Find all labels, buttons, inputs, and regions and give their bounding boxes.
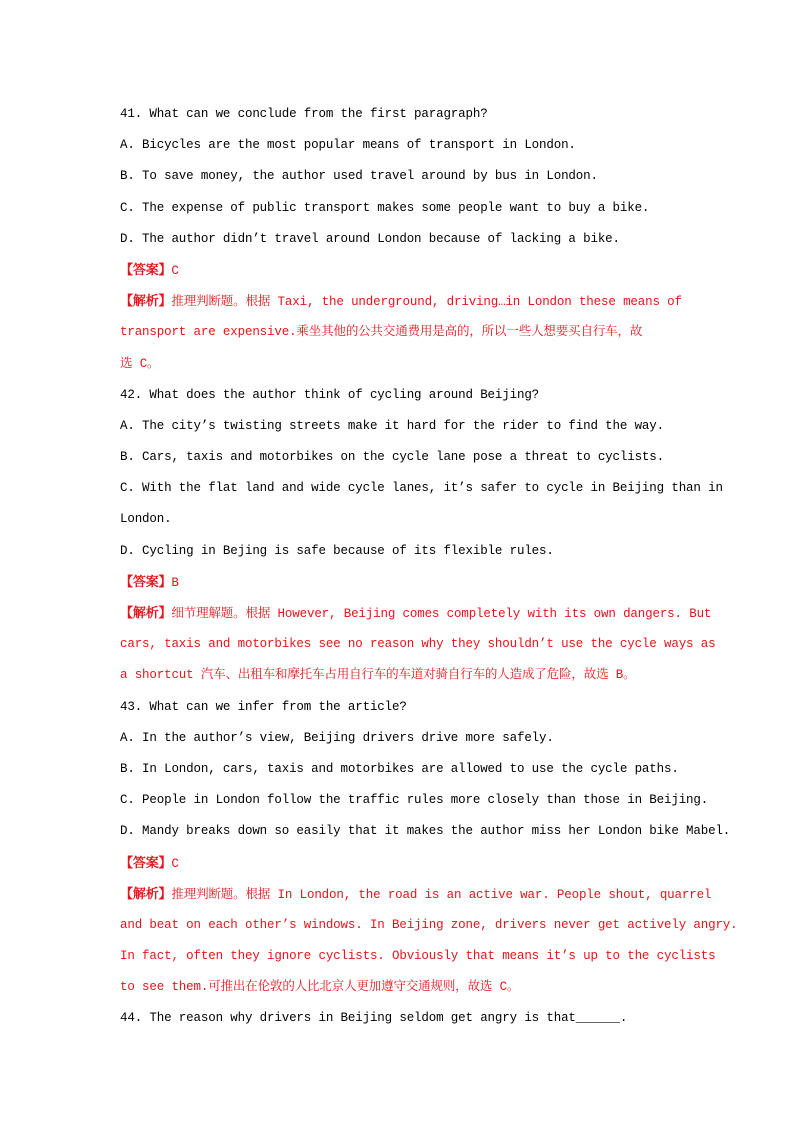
question-43-option-a: A. In the author’s view, Beijing drivers drive more safely. bbox=[120, 730, 554, 745]
question-41-option-c: C. The expense of public transport makes some people want to buy a bike. bbox=[120, 200, 650, 215]
question-43-stem: 43. What can we infer from the article? bbox=[120, 699, 407, 714]
question-43-analysis-line-1 bbox=[120, 879, 710, 910]
analysis-tag: 【解析】 bbox=[120, 294, 172, 310]
question-43-option-d: D. Mandy breaks down so easily that it makes the author miss her London bike Mabel. bbox=[120, 824, 731, 839]
question-41-option-a: A. Bicycles are the most popular means of transport in London. bbox=[120, 138, 576, 153]
answer-value: C bbox=[171, 263, 179, 278]
question-42-option-a: A. The city’s twisting streets make it hard for the rider to find the way. bbox=[120, 418, 664, 433]
question-42-analysis-line-3: a shortcut 汽车、出租车和摩托车占用自行车的车道对骑自行车的人造成了危险，故选 B。 bbox=[120, 668, 636, 683]
document-page bbox=[120, 99, 738, 1035]
question-41-option-d: D. The author didn’t travel around London because of lacking a bike. bbox=[120, 231, 620, 246]
question-42-option-c-cont: London. bbox=[120, 512, 172, 527]
analysis-text: 推理判断题。根据 In London, the road is an active war. People shout, quarrel bbox=[171, 887, 712, 902]
question-43-answer bbox=[120, 848, 710, 879]
question-41-stem: 41. What can we conclude from the first paragraph? bbox=[120, 107, 488, 121]
question-42-stem: 42. What does the author think of cycling around Beijing? bbox=[120, 387, 540, 402]
question-43-option-b: B. In London, cars, taxis and motorbikes are allowed to use the cycle paths. bbox=[120, 761, 679, 776]
question-42-answer bbox=[120, 567, 710, 598]
answer-value: B bbox=[171, 575, 179, 590]
question-41-analysis-line-1 bbox=[120, 286, 710, 317]
analysis-tag: 【解析】 bbox=[120, 886, 172, 902]
question-41-analysis-line-3: 选 C。 bbox=[120, 356, 160, 371]
question-43-analysis-line-3: In fact, often they ignore cyclists. Obviously that means it’s up to the cyclists bbox=[120, 949, 716, 964]
analysis-text: 细节理解题。根据 However, Beijing comes completely with its own dangers. But bbox=[171, 607, 712, 621]
question-43-analysis-line-4: to see them.可推出在伦敦的人比北京人更加遵守交通规则，故选 C。 bbox=[120, 980, 520, 995]
question-42-analysis-line-2: cars, taxis and motorbikes see no reason why they shouldn’t use the cycle ways as bbox=[120, 637, 716, 652]
answer-tag: 【答案】 bbox=[120, 262, 172, 278]
answer-value: C bbox=[171, 856, 179, 871]
analysis-text: 推理判断题。根据 Taxi, the underground, driving…in London these means of bbox=[171, 295, 682, 310]
analysis-tag: 【解析】 bbox=[120, 606, 172, 621]
question-42-option-b: B. Cars, taxis and motorbikes on the cycle lane pose a threat to cyclists. bbox=[120, 450, 664, 465]
answer-tag: 【答案】 bbox=[120, 855, 172, 871]
answer-tag: 【答案】 bbox=[120, 574, 172, 590]
question-41-option-b: B. To save money, the author used travel around by bus in London. bbox=[120, 169, 598, 184]
question-41-answer bbox=[120, 255, 710, 286]
question-41-analysis-line-2: transport are expensive.乘坐其他的公共交通费用是高的，所以一些人想要买自行车，故 bbox=[120, 325, 643, 340]
question-44-stem: 44. The reason why drivers in Beijing seldom get angry is that______. bbox=[120, 1011, 628, 1026]
question-43-analysis-line-2: and beat on each other’s windows. In Beijing zone, drivers never get actively angry. bbox=[120, 917, 738, 932]
question-42-analysis-line-1 bbox=[120, 598, 710, 629]
question-43-option-c: C. People in London follow the traffic rules more closely than those in Beijing. bbox=[120, 793, 709, 808]
question-42-option-c: C. With the flat land and wide cycle lanes, it’s safer to cycle in Beijing than in bbox=[120, 481, 723, 496]
question-42-option-d: D. Cycling in Bejing is safe because of its flexible rules. bbox=[120, 543, 554, 558]
